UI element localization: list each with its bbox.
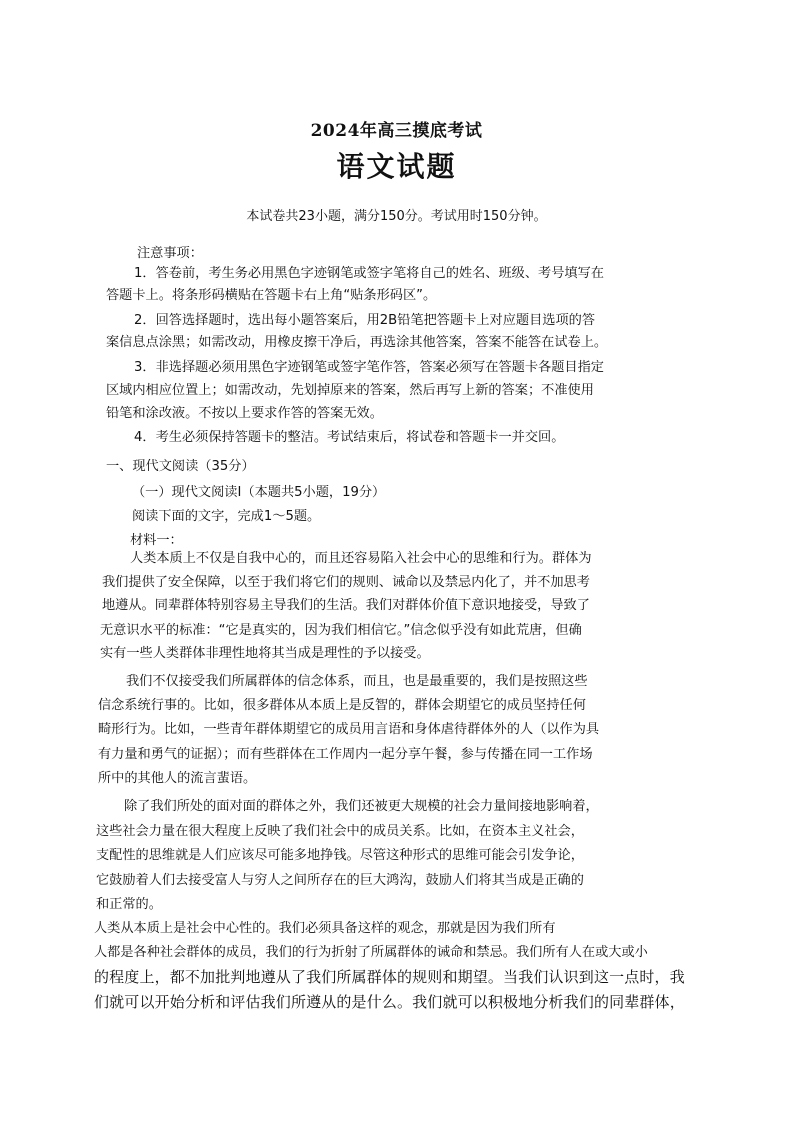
passage-line: 的程度上，都不加批判地遵从了我们所属群体的规则和期望。当我们认识到这一点时，我: [94, 968, 685, 986]
notes-line: 3．非选择题必须用黑色字迹钢笔或签字笔作答，答案必须写在答题卡各题目指定: [134, 360, 604, 375]
passage-line: 所中的其他人的流言蜚语。: [98, 771, 257, 786]
notes-heading: 注意事项：: [137, 246, 203, 261]
notes-line: 2．回答选择题时，选出每小题答案后，用2B铅笔把答题卡上对应题目选项的答: [134, 313, 596, 328]
passage-line: 这些社会力量在很大程度上反映了我们社会中的成员关系。比如，在资本主义社会，: [96, 824, 584, 839]
passage-line: 畸形行为。比如，一些青年群体期望它的成员用言语和身体虐待群体外的人（以作为具: [98, 722, 600, 737]
passage-line: 信念系统行事的。比如，很多群体从本质上是反智的，群体会期望它的成员坚持任何: [98, 698, 586, 713]
section-instruction: 阅读下面的文字，完成1～5题。: [132, 509, 321, 524]
passage-line: 无意识水平的标准：“它是真实的，因为我们相信它。”信念似乎没有如此荒唐，但确: [100, 623, 582, 638]
notes-line: 铅笔和涂改液。不按以上要求作答的答案无效。: [106, 406, 383, 421]
passage-line: 地遵从。同辈群体特别容易主导我们的生活。我们对群体价值下意识地接受，导致了: [102, 598, 590, 613]
passage-line: 它鼓励着人们去接受富人与穷人之间所存在的巨大鸿沟，鼓励人们将其当成是正确的: [96, 873, 584, 888]
section-subheading: （一）现代文阅读Ⅰ（本题共5小题，19分）: [132, 485, 386, 500]
material-label: 材料一：: [130, 533, 183, 548]
notes-line: 答题卡上。将条形码横贴在答题卡右上角“贴条形码区”。: [106, 288, 437, 303]
passage-line: 除了我们所处的面对面的群体之外，我们还被更大规模的社会力量间接地影响着，: [124, 799, 599, 814]
passage-line: 支配性的思维就是人们应该尽可能多地挣钱。尽管这种形式的思维可能会引发争论，: [96, 848, 584, 863]
passage-line: 人类从本质上是社会中心性的。我们必须具备这样的观念，那就是因为我们所有: [94, 921, 556, 936]
passage-line: 我们提供了安全保障，以至于我们将它们的规则、诫命以及禁忌内化了，并不加思考: [102, 575, 590, 590]
passage-line: 和正常的。: [96, 897, 162, 912]
passage-line: 实有一些人类群体非理性地将其当成是理性的予以接受。: [100, 646, 430, 661]
passage-line: 有力量和勇气的证据）；而有些群体在工作周内一起分享午餐，参与传播在同一工作场: [98, 747, 593, 762]
passage-line: 人类本质上不仅是自我中心的，而且还容易陷入社会中心的思维和行为。群体为: [130, 551, 592, 566]
passage-line: 们就可以开始分析和评估我们所遵从的是什么。我们就可以积极地分析我们的同辈群体，: [94, 993, 685, 1011]
exam-title: 2024年高三摸底考试: [310, 121, 483, 141]
exam-info: 本试卷共23小题，满分150分。考试用时150分钟。: [246, 209, 547, 224]
passage-line: 人都是各种社会群体的成员，我们的行为折射了所属群体的诫命和禁忌。我们所有人在或大或小: [94, 945, 648, 960]
notes-line: 1．答卷前，考生务必用黑色字迹钢笔或签字笔将自己的姓名、班级、考号填写在: [134, 266, 604, 281]
section-heading: 一、现代文阅读（35分）: [106, 459, 255, 474]
notes-line: 4．考生必须保持答题卡的整洁。考试结束后，将试卷和答题卡一并交回。: [134, 430, 565, 445]
notes-line: 案信息点涂黑；如需改动，用橡皮擦干净后，再选涂其他答案，答案不能答在试卷上。: [106, 335, 608, 350]
passage-line: 我们不仅接受我们所属群体的信念体系，而且，也是最重要的，我们是按照这些: [126, 674, 588, 689]
subject-title: 语文试题: [336, 150, 457, 183]
notes-line: 区域内相应位置上；如需改动，先划掉原来的答案，然后再写上新的答案；不准使用: [106, 383, 594, 398]
